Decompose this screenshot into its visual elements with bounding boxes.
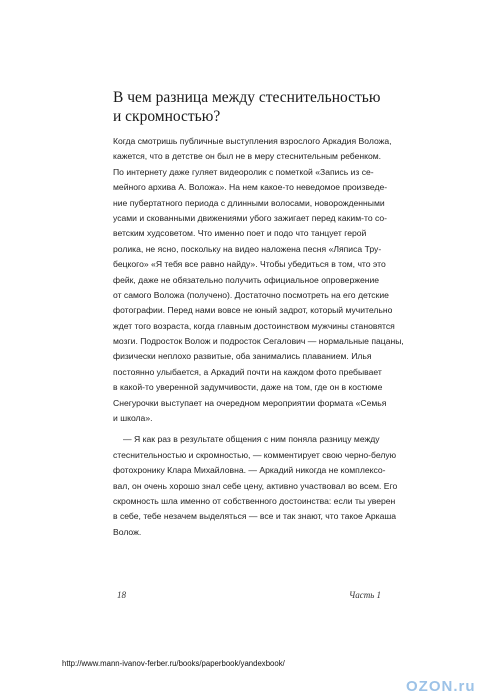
section-label: Часть 1 bbox=[349, 590, 382, 600]
text-line: кажется, что в детстве он был не в меру стеснительным ребенком. bbox=[113, 151, 382, 162]
text-line: вал, он очень хорошо знал себе цену, активно участвовал во всем. Его bbox=[113, 480, 398, 491]
text-line: физически неплохо развитые, оба занимались плаванием. Илья bbox=[113, 351, 372, 362]
text-line: фотохронику Клара Михайловна. — Аркадий никогда не комплексо- bbox=[113, 465, 386, 476]
ozon-watermark-logo bbox=[402, 675, 494, 697]
svg-text:OZON.ru: OZON.ru bbox=[406, 678, 476, 695]
text-line: фотографии. Перед нами вовсе не юный задрот, который мучительно bbox=[113, 305, 393, 316]
paragraph-1 bbox=[113, 134, 413, 426]
heading-line: и скромностью? bbox=[113, 108, 221, 125]
text-line: — Я как раз в результате общения с ним поняла разницу между bbox=[123, 434, 380, 445]
page-number: 18 bbox=[117, 590, 126, 600]
source-url-link[interactable]: http://www.mann-ivanov-ferber.ru/books/paperbook/yandexbook/ bbox=[62, 659, 285, 668]
text-line: ние пубертатного периода с длинными волосами, новорожденными bbox=[113, 197, 385, 208]
heading-line: В чем разница между стеснительностью bbox=[113, 89, 381, 106]
paragraph-2 bbox=[113, 432, 413, 540]
text-line: и школа». bbox=[113, 413, 153, 424]
section-heading bbox=[113, 88, 403, 126]
text-line: мозги. Подросток Волож и подросток Сегалович — нормальные пацаны, bbox=[113, 336, 404, 347]
text-line: По интернету даже гуляет видеоролик с пометкой «Запись из се- bbox=[113, 166, 374, 177]
text-line: ждет того возраста, когда главным достоинством мужчины становятся bbox=[113, 320, 395, 331]
text-line: фейк, даже не обязательно получить официальное опровержение bbox=[113, 274, 380, 285]
text-line: усами и скованными движениями убого зажигает перед каким-то со- bbox=[113, 212, 388, 223]
text-line: Снегурочки выступает на очередном мероприятии формата «Семья bbox=[113, 397, 387, 408]
text-line: ветским худсоветом. Что именно поет и подо что танцует герой bbox=[113, 228, 367, 239]
text-line: постоянно улыбается, а Аркадий почти на каждом фото пребывает bbox=[113, 366, 382, 377]
body-text bbox=[113, 134, 413, 540]
text-line: скромность шла именно от собственного достоинства: если ты уверен bbox=[113, 495, 396, 506]
text-line: стеснительностью и скромностью, — комментирует свою черно-белую bbox=[113, 449, 397, 460]
text-line: в себе, тебе незачем выделяться — все и так знают, что такое Аркаша bbox=[113, 511, 397, 522]
text-line: Волож. bbox=[113, 526, 142, 537]
text-line: ролика, не ясно, поскольку на видео наложена песня «Ляписа Тру- bbox=[113, 243, 382, 254]
text-line: бецкого» «Я тебя все равно найду». Чтобы убедиться в том, что это bbox=[113, 259, 386, 270]
text-line: от самого Воложа (получено). Достаточно посмотреть на его детские bbox=[113, 289, 389, 300]
text-line: в какой-то уверенной задумчивости, даже на том, где он в костюме bbox=[113, 382, 383, 393]
text-line: Когда смотришь публичные выступления взрослого Аркадия Воложа, bbox=[113, 136, 392, 146]
text-line: мейного архива А. Воложа». На нем какое-то неведомое произведе- bbox=[113, 182, 388, 193]
